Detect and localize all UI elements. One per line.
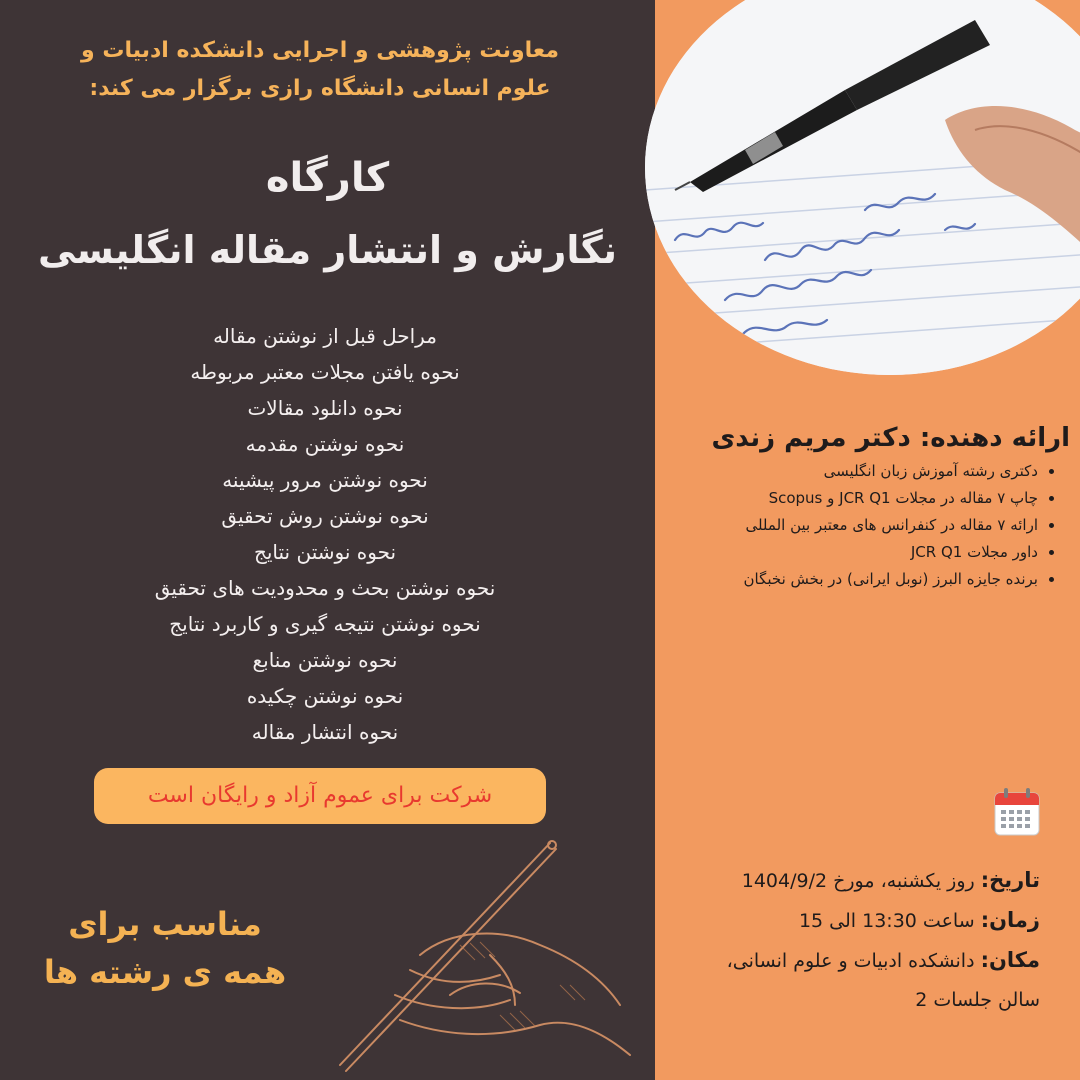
organizer-text [20,32,620,108]
topic-item: نحوه نوشتن منابع [252,648,398,672]
topic-item: نحوه نوشتن روش تحقیق [221,504,429,528]
free-participation-badge: شرکت برای عموم آزاد و رایگان است [94,768,546,824]
time-value: ساعت 13:30 الی 15 [798,910,981,932]
organizer-line: معاونت پژوهشی و اجرایی دانشکده ادبیات و [81,38,559,63]
topic-item: نحوه نوشتن چکیده [246,684,404,708]
hand-holding-pen-sketch [300,835,640,1075]
place-value: دانشکده ادبیات و علوم انسانی، [726,950,981,972]
topics-list [0,318,650,750]
topic-item: نحوه نوشتن بحث و محدودیت های تحقیق [154,576,496,600]
topic-item: نحوه دانلود مقالات [247,396,403,420]
topic-item: مراحل قبل از نوشتن مقاله [213,324,437,348]
event-place-row [660,940,1040,980]
event-date-row [660,860,1040,900]
credential-item: • داور مجلات JCR Q1 [598,539,1038,566]
credential-item: • دکتری رشته آموزش زبان انگلیسی [598,458,1038,485]
place-label: مکان: [980,948,1040,972]
topic-item: نحوه نوشتن نتایج [253,540,397,564]
time-label: زمان: [980,908,1040,932]
event-time-row [660,900,1040,940]
topic-item: نحوه نوشتن نتیجه گیری و کاربرد نتایج [169,612,481,636]
credential-item: • برنده جایزه البرز (نوبل ایرانی) در بخش نخبگان [598,566,1038,593]
calendar-icon [993,787,1041,837]
suitable-line: همه ی رشته ها [43,953,287,991]
workshop-subtitle: نگارش و انتشار مقاله انگلیسی [37,228,618,272]
event-place-row-continued: سالن جلسات 2 [915,989,1040,1011]
topic-item: نحوه یافتن مجلات معتبر مربوطه [190,360,460,384]
topic-item: نحوه نوشتن مقدمه [245,432,405,456]
date-value: روز یکشنبه، مورخ 1404/9/2 [741,870,981,892]
topic-item: نحوه نوشتن مرور پیشینه [222,468,428,492]
credential-item: • چاپ ۷ مقاله در مجلات JCR Q1 و Scopus [598,485,1038,512]
suitable-line: مناسب برای [68,905,262,943]
workshop-title: کارگاه [265,155,390,201]
organizer-line: علوم انسانی دانشگاه رازی برگزار می کند: [89,76,551,101]
presenter-heading: ارائه دهنده: دکتر مریم زندی [711,423,1070,453]
credential-item: • ارائه ۷ مقاله در کنفرانس های معتبر بین المللی [598,512,1038,539]
topic-item: نحوه انتشار مقاله [251,720,399,744]
suitable-for-all-text [20,900,310,996]
date-label: تاریخ: [980,868,1040,892]
event-details [660,860,1040,1020]
presenter-credentials [598,458,1058,593]
